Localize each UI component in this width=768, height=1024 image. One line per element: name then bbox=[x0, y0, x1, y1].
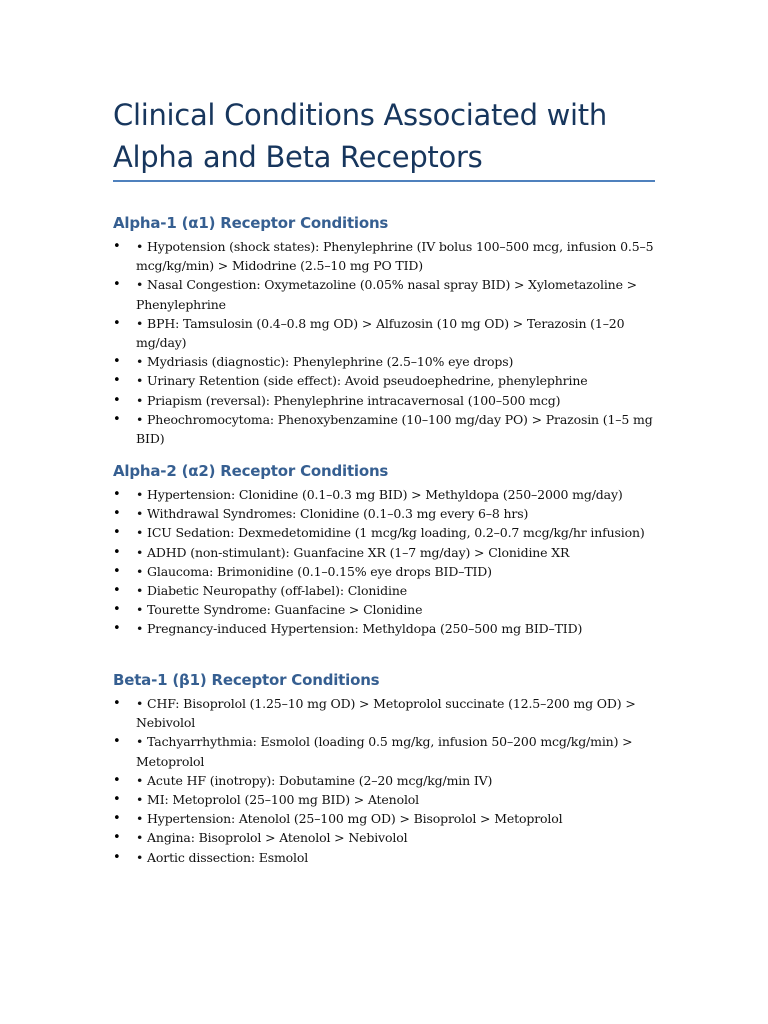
list-item bbox=[113, 237, 673, 275]
condition-list bbox=[113, 694, 673, 867]
list-item-text: • ADHD (non-stimulant): Guanfacine XR (1–7 mg/day) > Clonidine XR bbox=[136, 544, 570, 560]
list-item-text: • Aortic dissection: Esmolol bbox=[136, 849, 309, 865]
list-item-text: • Withdrawal Syndromes: Clonidine (0.1–0.3 mg every 6–8 hrs) bbox=[136, 506, 529, 522]
bullet-icon: • bbox=[113, 621, 121, 637]
bullet-icon: • bbox=[113, 602, 121, 618]
list-item-text: • Nasal Congestion: Oxymetazoline (0.05% nasal spray BID) > Xylometazoline > Phenylephrine bbox=[136, 277, 637, 312]
bullet-icon: • bbox=[113, 525, 121, 541]
list-item-text: • Priapism (reversal): Phenylephrine intracavernosal (100–500 mcg) bbox=[136, 392, 561, 408]
list-item bbox=[113, 391, 673, 410]
list-item bbox=[113, 809, 673, 828]
condition-list bbox=[113, 237, 673, 448]
section-heading: Beta-1 (β1) Receptor Conditions bbox=[113, 671, 380, 689]
list-item bbox=[113, 694, 673, 732]
list-item-text: • Diabetic Neuropathy (off-label): Clonidine bbox=[136, 583, 407, 599]
bullet-icon: • bbox=[113, 487, 121, 502]
bullet-icon: • bbox=[113, 811, 121, 827]
list-item bbox=[113, 848, 673, 867]
list-item bbox=[113, 619, 673, 638]
list-item bbox=[113, 600, 673, 619]
list-item-text: • Tourette Syndrome: Guanfacine > Clonidine bbox=[136, 602, 423, 618]
list-item-text: • Angina: Bisoprolol > Atenolol > Nebivolol bbox=[136, 830, 408, 846]
list-item bbox=[113, 543, 673, 562]
list-item bbox=[113, 562, 673, 581]
section-heading: Alpha-1 (α1) Receptor Conditions bbox=[113, 214, 389, 232]
list-item bbox=[113, 771, 673, 790]
bullet-icon: • bbox=[113, 734, 121, 750]
section-beta-1 bbox=[113, 670, 673, 867]
bullet-icon: • bbox=[113, 411, 121, 427]
list-item bbox=[113, 828, 673, 847]
bullet-icon: • bbox=[113, 792, 121, 808]
list-item bbox=[113, 352, 673, 371]
list-item-text: • Acute HF (inotropy): Dobutamine (2–20 mcg/kg/min IV) bbox=[136, 772, 493, 788]
bullet-icon: • bbox=[113, 392, 121, 408]
bullet-icon: • bbox=[113, 373, 121, 389]
section-alpha-1 bbox=[113, 213, 673, 448]
list-item-text: • Glaucoma: Brimonidine (0.1–0.15% eye drops BID–TID) bbox=[136, 563, 492, 579]
list-item bbox=[113, 371, 673, 390]
list-item bbox=[113, 523, 673, 542]
list-item bbox=[113, 275, 673, 313]
list-item bbox=[113, 732, 673, 770]
bullet-icon: • bbox=[113, 354, 121, 370]
list-item-text: • Hypertension: Atenolol (25–100 mg OD) > Bisoprolol > Metoprolol bbox=[136, 811, 563, 827]
list-item-text: • Pheochromocytoma: Phenoxybenzamine (10–100 mg/day PO) > Prazosin (1–5 mg BID) bbox=[136, 411, 653, 447]
condition-list bbox=[113, 485, 673, 639]
section-heading: Alpha-2 (α2) Receptor Conditions bbox=[113, 462, 389, 480]
bullet-icon: • bbox=[113, 277, 121, 293]
list-item-text: • Mydriasis (diagnostic): Phenylephrine (2.5–10% eye drops) bbox=[136, 354, 514, 370]
list-item-text: • MI: Metoprolol (25–100 mg BID) > Atenolol bbox=[136, 792, 420, 808]
list-item bbox=[113, 314, 673, 352]
bullet-icon: • bbox=[113, 544, 121, 560]
bullet-icon: • bbox=[113, 696, 121, 711]
list-item bbox=[113, 485, 673, 504]
title-divider bbox=[113, 180, 655, 182]
list-item-text: • Pregnancy-induced Hypertension: Methyldopa (250–500 mg BID–TID) bbox=[136, 621, 583, 637]
list-item bbox=[113, 790, 673, 809]
list-item bbox=[113, 410, 673, 448]
list-item-text: • Hypertension: Clonidine (0.1–0.3 mg BID) > Methyldopa (250–2000 mg/day) bbox=[136, 487, 623, 502]
section-alpha-2 bbox=[113, 461, 673, 639]
bullet-icon: • bbox=[113, 239, 121, 254]
bullet-icon: • bbox=[113, 315, 121, 331]
list-item-text: • CHF: Bisoprolol (1.25–10 mg OD) > Metoprolol succinate (12.5–200 mg OD) > Nebivolol bbox=[136, 696, 636, 731]
bullet-icon: • bbox=[113, 772, 121, 788]
list-item-text: • Hypotension (shock states): Phenylephrine (IV bolus 100–500 mcg, infusion 0.5–5 mcg/kg/min) > Midodrine (2.5–10 mg PO TID) bbox=[136, 239, 654, 274]
bullet-icon: • bbox=[113, 583, 121, 599]
bullet-icon: • bbox=[113, 563, 121, 579]
page-title: Clinical Conditions Associated with Alpha and Beta Receptors bbox=[113, 98, 607, 174]
bullet-icon: • bbox=[113, 830, 121, 846]
list-item-text: • BPH: Tamsulosin (0.4–0.8 mg OD) > Alfuzosin (10 mg OD) > Terazosin (1–20 mg/day) bbox=[136, 315, 625, 351]
list-item bbox=[113, 581, 673, 600]
list-item bbox=[113, 504, 673, 523]
list-item-text: • ICU Sedation: Dexmedetomidine (1 mcg/kg loading, 0.2–0.7 mcg/kg/hr infusion) bbox=[136, 525, 645, 541]
bullet-icon: • bbox=[113, 506, 121, 522]
list-item-text: • Urinary Retention (side effect): Avoid pseudoephedrine, phenylephrine bbox=[136, 373, 588, 389]
list-item-text: • Tachyarrhythmia: Esmolol (loading 0.5 mg/kg, infusion 50–200 mcg/kg/min) > Metoprolol bbox=[136, 734, 633, 769]
bullet-icon: • bbox=[113, 849, 121, 865]
